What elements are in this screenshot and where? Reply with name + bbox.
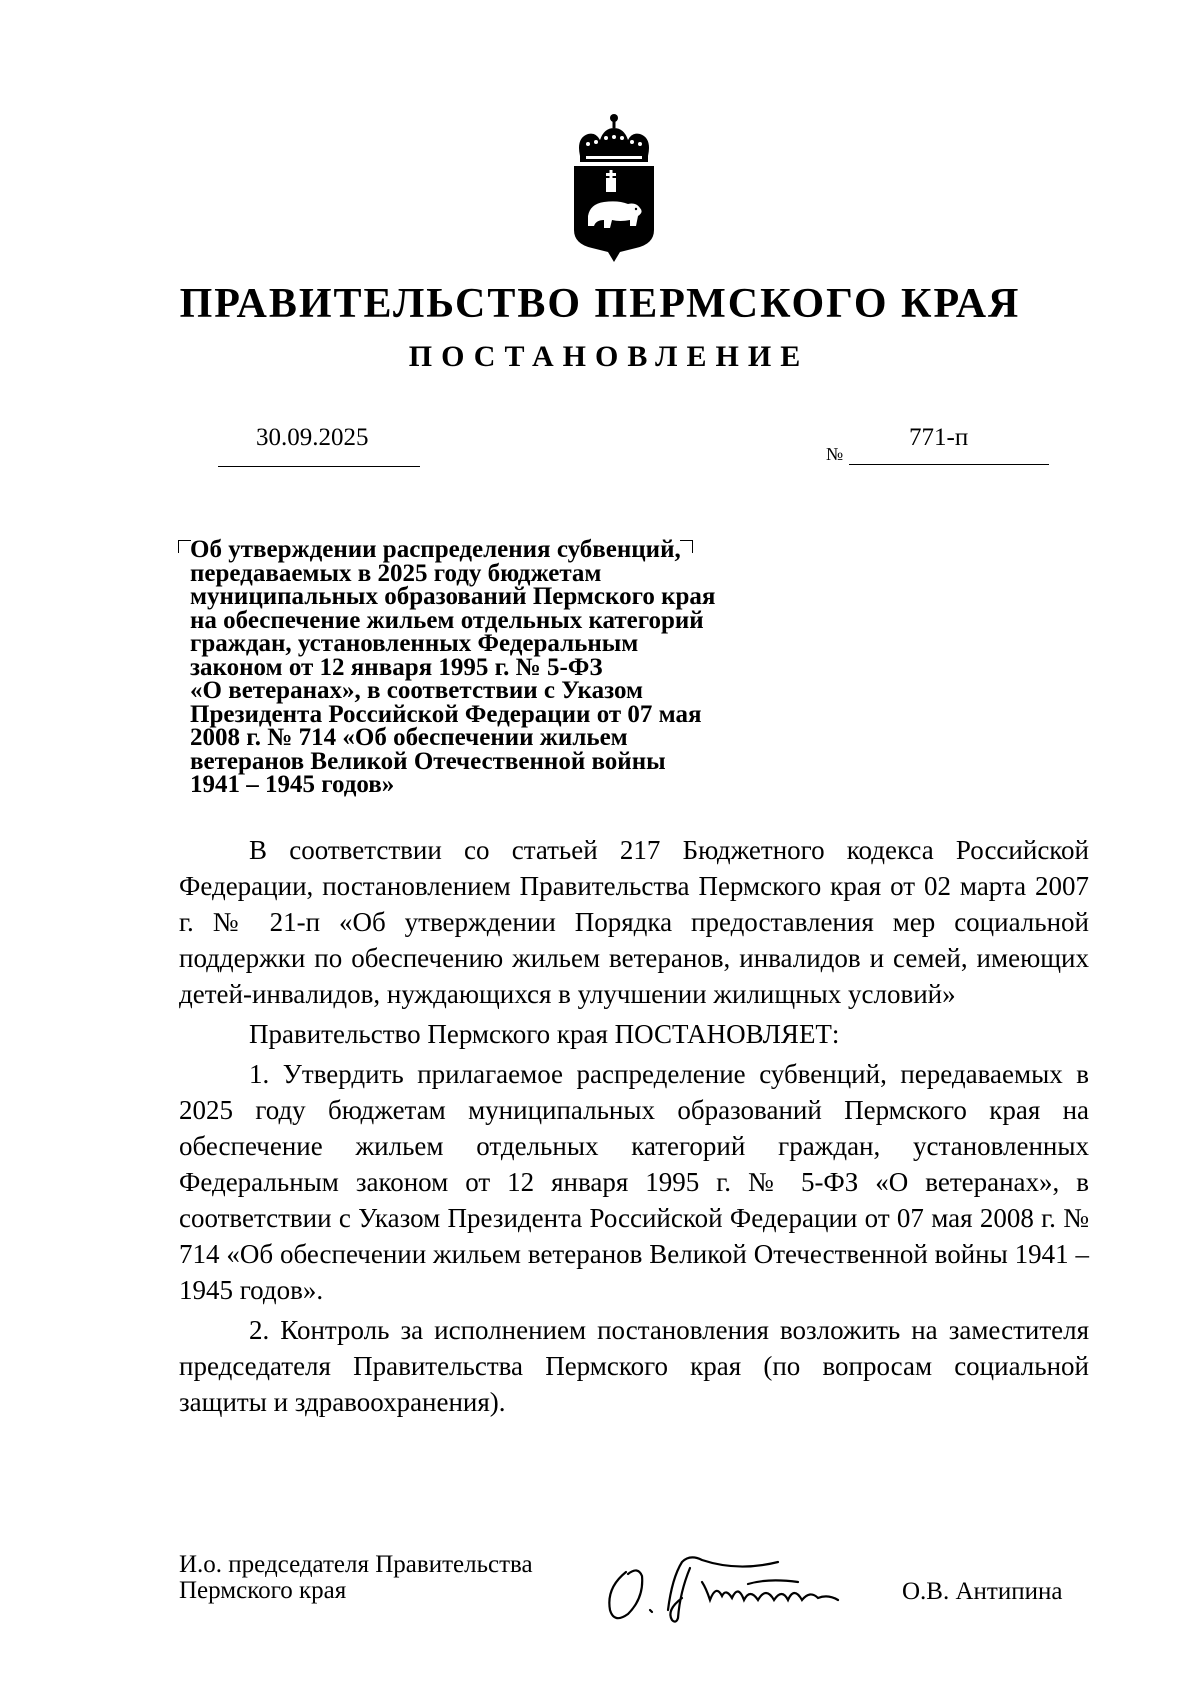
document-body — [179, 832, 1089, 1420]
document-title — [190, 538, 810, 797]
signatory-name: О.В. Антипина — [902, 1578, 1063, 1605]
title-line: 1941 – 1945 годов» — [190, 771, 395, 798]
title-line: ветеранов Великой Отечественной войны — [190, 747, 666, 775]
organization-name: ПРАВИТЕЛЬСТВО ПЕРМСКОГО КРАЯ — [179, 281, 1021, 327]
signatory-position — [179, 1552, 533, 1604]
title-line: законом от 12 января 1995 г. № 5-ФЗ — [190, 653, 603, 681]
title-line: Президента Российской Федерации от 07 мая — [190, 700, 702, 728]
number-label: № — [826, 444, 844, 464]
document-date: 30.09.2025 — [256, 424, 369, 451]
document-number: 771-п — [909, 424, 969, 451]
resolves-paragraph: Правительство Пермского края ПОСТАНОВЛЯЕТ: — [249, 1019, 840, 1049]
title-line: граждан, установленных Федеральным — [190, 630, 639, 657]
handwritten-signature — [598, 1548, 910, 1628]
title-line: «О ветеранах», в соответствии с Указом — [190, 677, 644, 704]
preamble-paragraph: В соответствии со статьей 217 Бюджетного кодекса Российской Федерации, постановлением Правительства Пермского края от 02 марта 2007 г. № 21-п «Об утверждении Порядка предоставления мер социальной поддержки по обеспечению жильем ветеранов, инвалидов и семей, имеющих детей-инвалидов, нуждающихся в улучшении жилищных условий» — [179, 835, 1089, 1009]
item-2-paragraph: 2. Контроль за исполнением постановления возложить на заместителя председателя Правительства Пермского края (по вопросам социальной защиты и здравоохранения). — [179, 1315, 1089, 1417]
title-line: передаваемых в 2025 году бюджетам — [190, 559, 602, 587]
title-line: на обеспечение жильем отдельных категорий — [190, 606, 704, 634]
title-line: Об утверждении распределения субвенций, — [190, 536, 681, 563]
coat-of-arms-icon — [566, 112, 662, 264]
item-1-paragraph: 1. Утвердить прилагаемое распределение субвенций, передаваемых в 2025 году бюджетам муниципальных образований Пермского края на обеспечение жильем отдельных категорий граждан, установленных Федеральным законом от 12 января 1995 г. № 5-ФЗ «О ветеранах», в соответствии с Указом Президента Российской Федерации от 07 мая 2008 г. № 714 «Об обеспечении жильем ветеранов Великой Отечественной войны 1941 – 1945 годов». — [179, 1059, 1089, 1305]
document-type: ПОСТАНОВЛЕНИЕ — [408, 340, 810, 373]
title-line: муниципальных образований Пермского края — [190, 583, 716, 610]
signatory-position-line: Пермского края — [179, 1577, 347, 1604]
number-field — [849, 424, 1049, 465]
signatory-position-line: И.о. председателя Правительства — [179, 1551, 533, 1578]
title-line: 2008 г. № 714 «Об обеспечении жильем — [190, 724, 628, 751]
date-field — [218, 424, 420, 467]
